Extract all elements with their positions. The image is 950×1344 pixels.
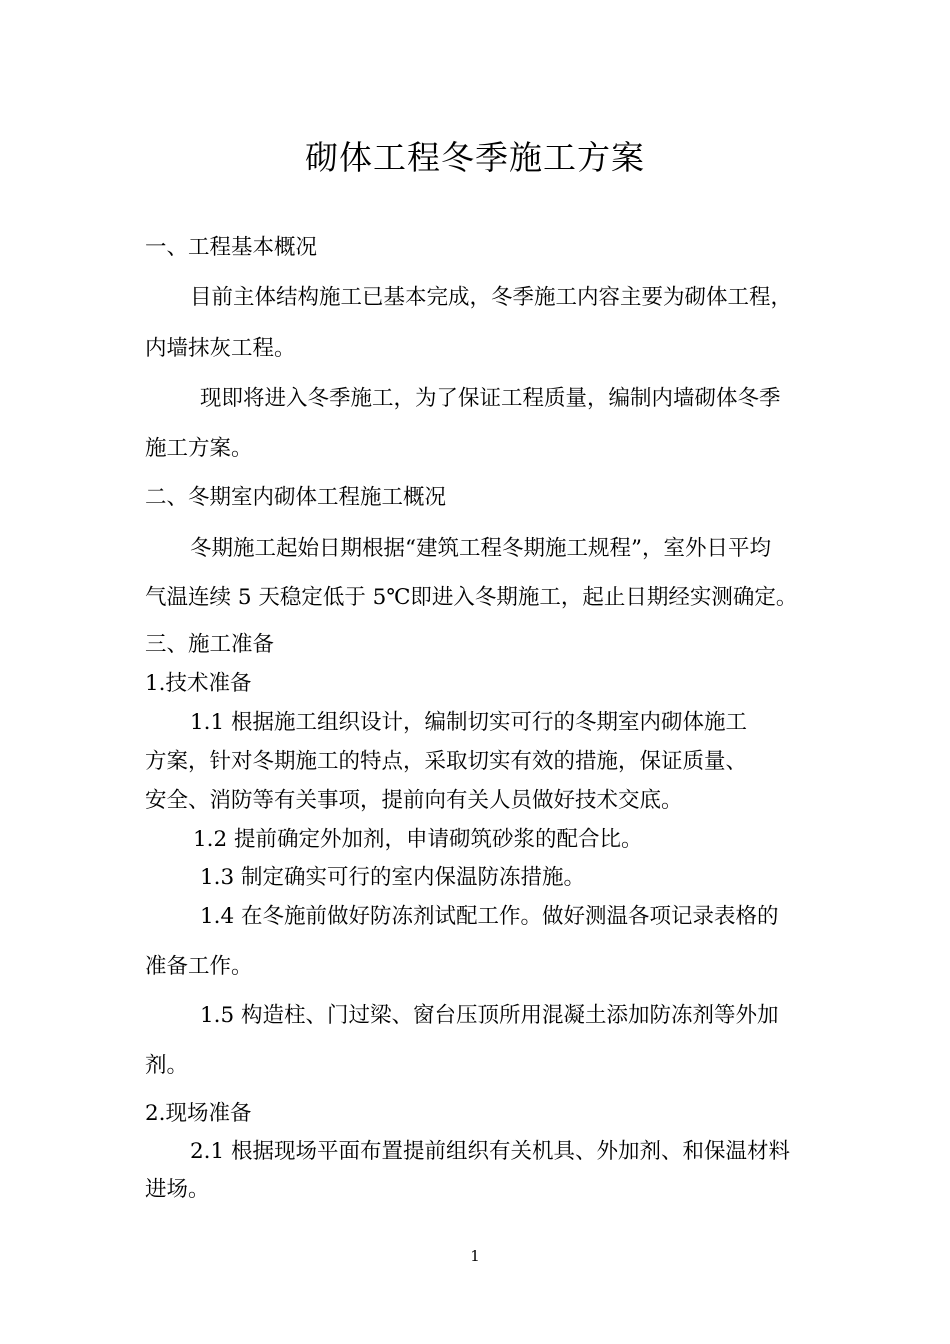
section-heading-1: 一、工程基本概况 [145, 235, 318, 260]
paragraph-line: 1.1 根据施工组织设计，编制切实可行的冬期室内砌体施工 [190, 710, 748, 735]
paragraph-line: 1.2 提前确定外加剂，申请砌筑砂浆的配合比。 [193, 827, 643, 852]
paragraph-line: 安全、消防等有关事项，提前向有关人员做好技术交底。 [145, 788, 683, 813]
paragraph-line: 1.5 构造柱、门过梁、窗台压顶所用混凝土添加防冻剂等外加 [200, 1003, 779, 1028]
paragraph-line: 准备工作。 [145, 954, 253, 979]
section-heading-2: 二、冬期室内砌体工程施工概况 [145, 485, 447, 510]
paragraph-line: 剂。 [145, 1053, 189, 1078]
paragraph-line: 方案，针对冬期施工的特点，采取切实有效的措施，保证质量、 [145, 749, 748, 774]
page-number: 1 [470, 1247, 480, 1265]
paragraph-line: 1.3 制定确实可行的室内保温防冻措施。 [200, 865, 586, 890]
document-title: 砌体工程冬季施工方案 [305, 138, 645, 177]
subsection-heading-2: 2.现场准备 [145, 1101, 252, 1126]
section-heading-3: 三、施工准备 [145, 632, 275, 657]
paragraph-line: 施工方案。 [145, 436, 253, 461]
paragraph-line: 2.1 根据现场平面布置提前组织有关机具、外加剂、和保温材料 [190, 1139, 791, 1164]
paragraph-line: 进场。 [145, 1177, 210, 1202]
paragraph-line: 现即将进入冬季施工，为了保证工程质量，编制内墙砌体冬季 [200, 386, 781, 411]
paragraph-line: 1.4 在冬施前做好防冻剂试配工作。做好测温各项记录表格的 [200, 904, 779, 929]
paragraph-line: 目前主体结构施工已基本完成，冬季施工内容主要为砌体工程， [190, 285, 793, 310]
paragraph-line: 气温连续 5 天稳定低于 5℃即进入冬期施工，起止日期经实测确定。 [145, 585, 798, 610]
subsection-heading-1: 1.技术准备 [145, 671, 252, 696]
paragraph-line: 冬期施工起始日期根据“建筑工程冬期施工规程”，室外日平均 [190, 536, 771, 561]
paragraph-line: 内墙抹灰工程。 [145, 336, 296, 361]
